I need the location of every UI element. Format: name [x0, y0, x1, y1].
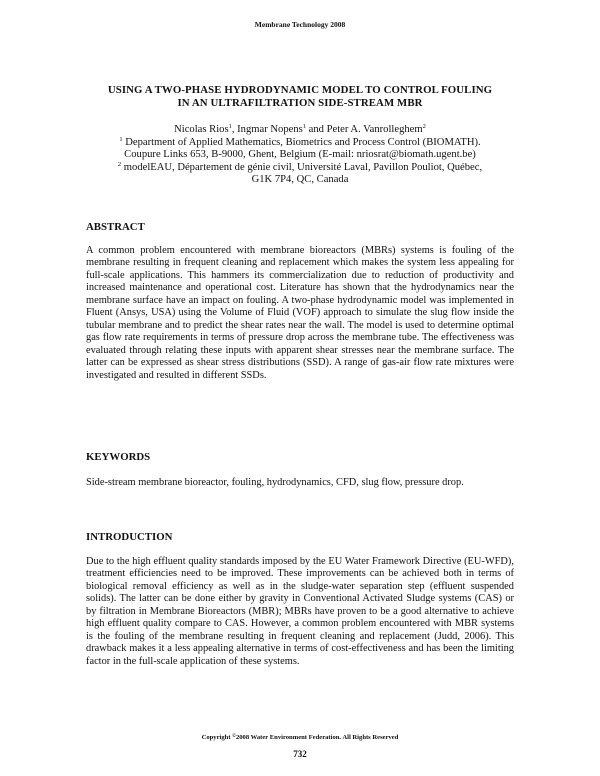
paper-title-line-2: IN AN ULTRAFILTRATION SIDE-STREAM MBR: [177, 97, 423, 109]
keywords-text: Side-stream membrane bioreactor, fouling, hydrodynamics, CFD, slug flow, pressure drop.: [86, 477, 464, 488]
abstract-heading: ABSTRACT: [86, 221, 145, 233]
copyright-prefix: Copyright: [201, 734, 231, 741]
footer-copyright: [0, 734, 600, 741]
affiliation-line: modelEAU, Département de génie civil, Université Laval, Pavillon Pouliot, Québec,: [123, 161, 483, 173]
author-separator: ,: [231, 124, 238, 135]
author-name: Ingmar Nopens: [237, 124, 303, 135]
affiliation-marker: 2: [422, 123, 426, 130]
affiliation-line: Department of Applied Mathematics, Biometrics and Process Control (BIOMATH).: [125, 136, 481, 148]
author-names: [60, 124, 540, 137]
author-name: Peter A. Vanrolleghem: [326, 124, 423, 135]
introduction-text: Due to the high effluent quality standards imposed by the EU Water Framework Directive (EU-WFD), treatment efficiencies need to be improved. These improvements can be achieved both in terms of biological removal efficiency as well as in the sludge-water separation step (effluent suspended solids). The latter can be done either by gravity in Conventional Activated Sludge systems (CAS) or by filtration in Membrane Bioreactors (MBR); MBRs have proven to be a good alternative to achieve high effluent quality compare to CAS. However, a common problem encountered with MBR systems is the fouling of the membrane resulting in frequent cleaning and replacement (Judd, 2006). This drawback makes it a less appealing alternative in terms of cost-effectiveness and has been the limiting factor in the full-scale application of these systems.: [86, 556, 514, 667]
affiliation-line: Coupure Links 653, B-9000, Ghent, Belgium (E-mail: nriosrat@biomath.ugent.be): [124, 149, 476, 161]
keywords-heading: KEYWORDS: [86, 451, 151, 463]
copyright-text: 2008 Water Environment Federation. All Rights Reserved: [235, 734, 399, 741]
page-number: 732: [293, 749, 307, 759]
affiliation-marker: 2: [117, 160, 122, 168]
affiliation-marker: 1: [119, 135, 123, 143]
affiliation-1: [60, 137, 540, 162]
author-name: Nicolas Rios: [174, 124, 229, 135]
abstract-text: A common problem encountered with membrane bioreactors (MBRs) systems is fouling of the membrane resulting in frequent cleaning and replacement which makes the system less appealing for full-scale applications. This hammers its commercialization due to reduction of productivity and increased maintenance and operational cost. Literature has shown that the hydrodynamics near the membrane surface have an impact on fouling. A two-phase hydrodynamic model was implemented in Fluent (Ansys, USA) using the Volume of Fluid (VOF) approach to simulate the slug flow inside the tubular membrane and to predict the shear rates near the wall. The model is used to determine optimal gas flow rate requirements in terms of pressure drop across the membrane tube. The effectiveness was evaluated through relating these inputs with apparent shear stresses near the membrane surface. The latter can be expressed as shear stress distributions (SSD). A range of gas-air flow rate mixtures were investigated and resulted in different SSDs.: [86, 245, 514, 381]
copyright-symbol: ©: [232, 734, 236, 739]
affiliation-2: [60, 162, 540, 187]
affiliation-marker: 1: [228, 123, 232, 130]
paper-title-line-1: USING A TWO-PHASE HYDRODYNAMIC MODEL TO CONTROL FOULING: [107, 84, 493, 96]
affiliation-marker: 1: [302, 123, 306, 130]
authors-block: [60, 124, 540, 187]
introduction-heading: INTRODUCTION: [86, 531, 173, 543]
paper-title: [60, 84, 540, 110]
affiliation-line: G1K 7P4, QC, Canada: [251, 174, 349, 186]
running-header: Membrane Technology 2008: [254, 20, 346, 29]
author-separator: and: [306, 124, 327, 135]
